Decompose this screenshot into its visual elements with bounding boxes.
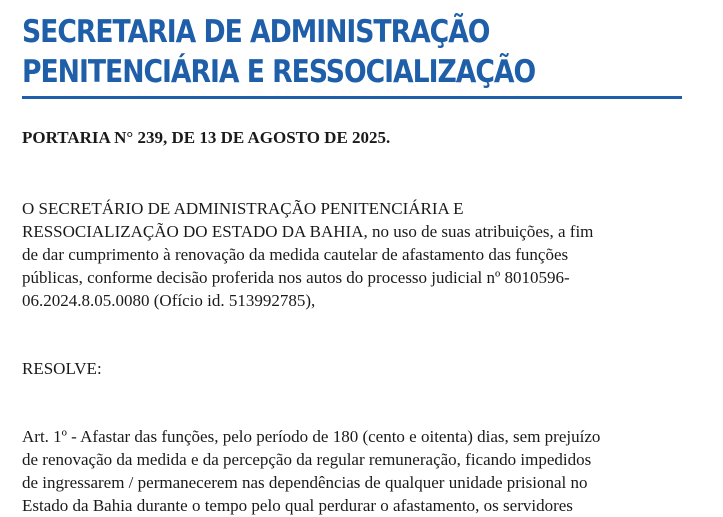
portaria-title: PORTARIA N° 239, DE 13 DE AGOSTO DE 2025. [22,128,391,147]
article-line: Estado da Bahia durante o tempo pelo qual perdurar o afastamento, os servidores [22,496,573,515]
article-line: de ingressarem / permanecerem nas dependências de qualquer unidade prisional no [22,473,588,492]
document-header [22,12,682,92]
intro-paragraph [22,197,694,312]
intro-line: 06.2024.8.05.0080 (Ofício id. 513992785), [22,291,316,310]
intro-line: O SECRETÁRIO DE ADMINISTRAÇÃO PENITENCIÁRIA E [22,199,464,218]
header-divider [22,96,682,99]
document-body [22,126,694,517]
article-1-paragraph [22,425,694,517]
intro-line: RESSOCIALIZAÇÃO DO ESTADO DA BAHIA, no uso de suas atribuições, a fim [22,222,594,241]
header-title-line-1: SECRETARIA DE ADMINISTRAÇÃO [22,14,490,50]
article-line: de renovação da medida e da percepção da regular remuneração, ficando impedidos [22,450,592,469]
resolve-heading: RESOLVE: [22,359,102,378]
article-line: Art. 1º - Afastar das funções, pelo período de 180 (cento e oitenta) dias, sem prejuízo [22,427,601,446]
header-title-line-2: PENITENCIÁRIA E RESSOCIALIZAÇÃO [22,54,536,90]
intro-line: de dar cumprimento à renovação da medida cautelar de afastamento das funções [22,245,569,264]
intro-line: públicas, conforme decisão proferida nos autos do processo judicial nº 8010596- [22,268,570,287]
